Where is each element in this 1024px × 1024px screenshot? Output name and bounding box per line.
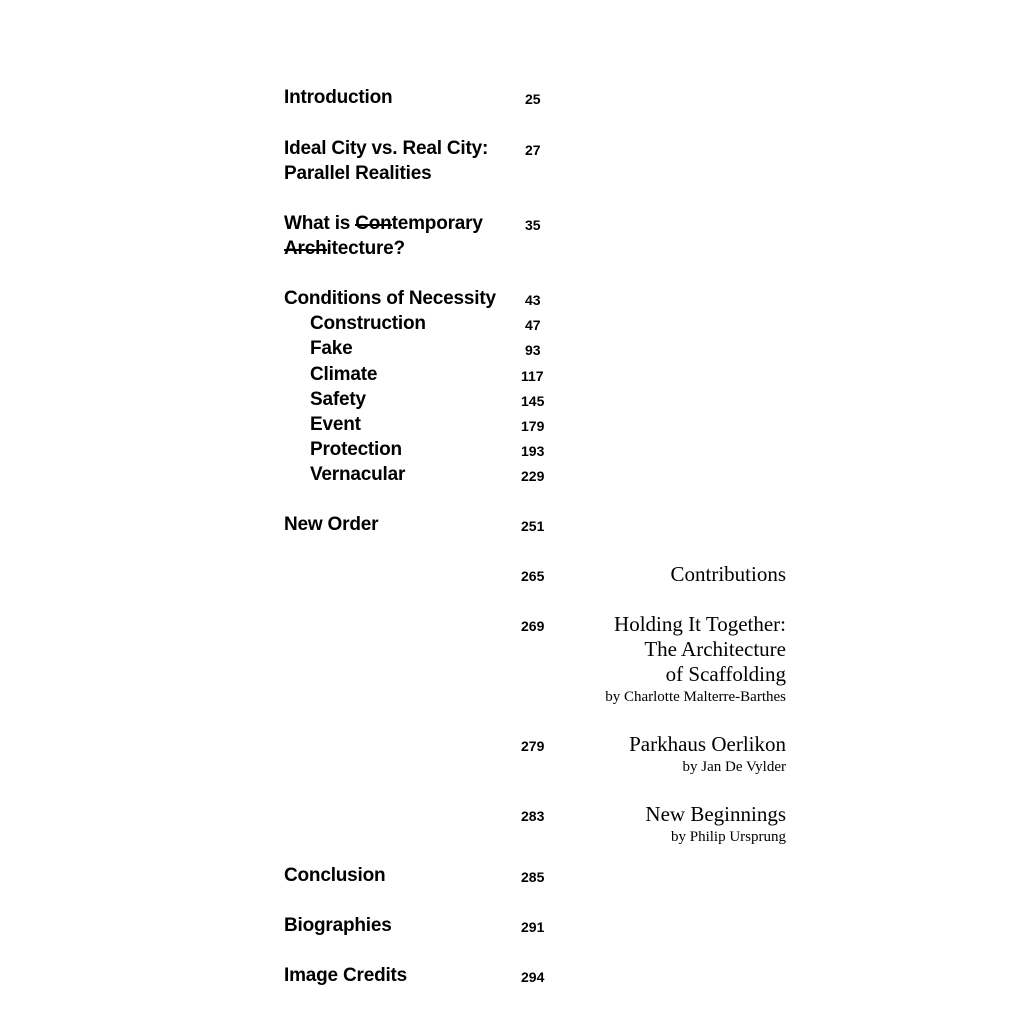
toc-contribution-1-title-line2: The Architecture: [644, 637, 786, 661]
toc-ideal-city-title-line1: Ideal City vs. Real City:: [284, 138, 489, 159]
toc-sub-item-fake-page: 93: [525, 342, 541, 358]
toc-contribution-3-page: 283: [521, 808, 545, 824]
toc-sub-item-fake: Fake: [310, 338, 353, 359]
toc-contribution-1-page: 269: [521, 618, 545, 634]
toc-new-order-page: 251: [521, 518, 545, 534]
toc-introduction-page: 25: [525, 91, 541, 107]
toc-contributions-heading: Contributions: [670, 562, 786, 586]
toc-contemporary-rest: temporary: [391, 213, 483, 234]
toc-sub-item-climate-page: 117: [521, 368, 544, 384]
toc-architecture-struck-text: Arch: [284, 238, 327, 259]
toc-contemporary-page: 35: [525, 217, 541, 233]
toc-contemporary-title-line2: [284, 236, 405, 261]
toc-sub-item-safety: Safety: [310, 389, 366, 410]
toc-contribution-2-author: by Jan De Vylder: [682, 759, 786, 775]
toc-conclusion-title: Conclusion: [284, 865, 386, 886]
toc-sub-item-event: Event: [310, 414, 361, 435]
toc-contemporary-struck-text: Con: [355, 213, 392, 234]
toc-conclusion-page: 285: [521, 869, 545, 885]
toc-contribution-1-title-line1: Holding It Together:: [614, 612, 786, 636]
toc-introduction-title: Introduction: [284, 87, 393, 108]
toc-sub-item-vernacular-page: 229: [521, 468, 545, 484]
toc-contemporary-title-line1: [284, 211, 483, 236]
toc-contribution-1-title-line3: of Scaffolding: [665, 662, 786, 686]
toc-new-order-title: New Order: [284, 514, 379, 535]
toc-contemporary-prefix: What is: [284, 213, 356, 234]
toc-sub-item-construction-page: 47: [525, 317, 541, 333]
toc-biographies-page: 291: [521, 919, 545, 935]
toc-contribution-3-title: New Beginnings: [645, 802, 786, 826]
toc-contribution-3-author: by Philip Ursprung: [670, 829, 786, 845]
toc-sub-item-climate: Climate: [310, 364, 378, 385]
toc-image-credits-title: Image Credits: [284, 965, 408, 986]
toc-sub-item-event-page: 179: [521, 418, 545, 434]
toc-ideal-city-page: 27: [525, 142, 541, 158]
toc-sub-item-protection: Protection: [310, 439, 402, 460]
toc-conditions-page: 43: [525, 292, 541, 308]
toc-contribution-2-title: Parkhaus Oerlikon: [629, 732, 786, 756]
toc-sub-item-construction: Construction: [310, 313, 426, 334]
toc-contribution-2-page: 279: [521, 738, 545, 754]
toc-architecture-rest: itecture?: [326, 238, 405, 259]
toc-contributions-page: 265: [521, 568, 545, 584]
toc-biographies-title: Biographies: [284, 915, 392, 936]
toc-ideal-city-title-line2: Parallel Realities: [284, 163, 432, 184]
toc-contribution-1-author: by Charlotte Malterre-Barthes: [605, 689, 786, 705]
toc-sub-item-vernacular: Vernacular: [310, 464, 406, 485]
toc-sub-item-safety-page: 145: [521, 393, 545, 409]
toc-image-credits-page: 294: [521, 969, 545, 985]
toc-sub-item-protection-page: 193: [521, 443, 545, 459]
toc-conditions-title: Conditions of Necessity: [284, 288, 496, 309]
